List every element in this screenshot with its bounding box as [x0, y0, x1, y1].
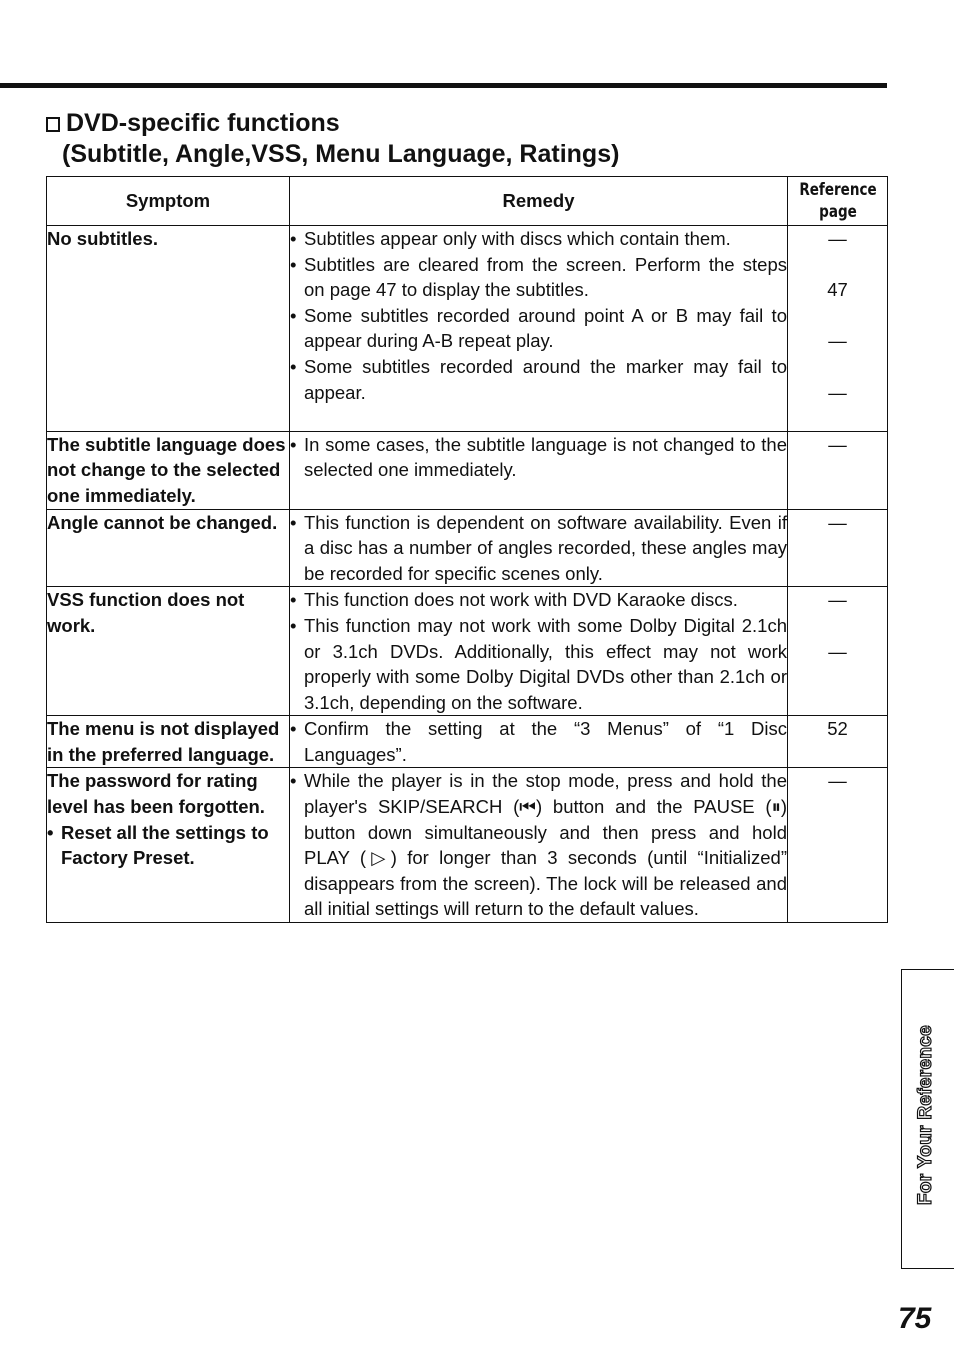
header-symptom: Symptom: [47, 177, 290, 226]
reference-page: —: [828, 511, 847, 533]
remedy-cell: [290, 716, 788, 768]
reference-page: 52: [827, 718, 848, 740]
reference-page: 47: [827, 279, 848, 301]
bullet-icon: •: [290, 718, 297, 740]
symptom-cell: No subtitles.: [47, 226, 290, 432]
remedy-item: • This function may not work with some Dolby Digital 2.1ch or 3.1ch DVDs. Additionally, this effect may not work properly with some Dolby Digital DVDs other than 2.1ch or 3.1ch, depending on the software.: [290, 613, 787, 715]
reference-page: —: [828, 433, 847, 455]
table-row: [47, 431, 888, 509]
reference-page: —: [828, 330, 847, 352]
bullet-icon: •: [290, 304, 297, 326]
reference-page: —: [828, 228, 847, 249]
heading-line-1: DVD-specific functions: [66, 109, 340, 137]
table-row: [47, 716, 888, 768]
reference-page: —: [828, 589, 847, 611]
symptom-cell: The menu is not displayed in the preferred language.: [47, 716, 290, 768]
table-row: [47, 587, 888, 716]
remedy-item: • This function is dependent on software availability. Even if a disc has a number of angles recorded, these angles may be recorded for specific scenes only.: [290, 510, 787, 587]
reference-cell: [788, 768, 888, 923]
symptom-cell: The subtitle language does not change to the selected one immediately.: [47, 431, 290, 509]
symptom-text: The password for rating level has been forgotten.: [47, 770, 265, 818]
remedy-item: • In some cases, the subtitle language is not changed to the selected one immediately.: [290, 432, 787, 483]
remedy-item: • Confirm the setting at the “3 Menus” of “1 Disc Languages”.: [290, 716, 787, 767]
header-remedy: Remedy: [290, 177, 788, 226]
table-header-row: [47, 177, 888, 226]
remedy-cell: [290, 768, 788, 923]
table-row: [47, 509, 888, 587]
remedy-cell: [290, 431, 788, 509]
section-heading: [46, 108, 619, 170]
table-row: [47, 768, 888, 923]
reference-page: —: [828, 381, 847, 403]
bullet-icon: •: [47, 821, 54, 843]
table-row: [47, 226, 888, 432]
bullet-icon: •: [290, 228, 297, 249]
bullet-icon: •: [290, 614, 297, 636]
bullet-icon: •: [290, 253, 297, 275]
page-number: 75: [898, 1302, 932, 1335]
reference-cell: [788, 431, 888, 509]
remedy-item: • Subtitles appear only with discs which contain them.: [290, 226, 787, 252]
bullet-icon: •: [290, 511, 297, 533]
symptom-cell: VSS function does not work.: [47, 587, 290, 716]
remedy-item: • Subtitles are cleared from the screen. Perform the steps on page 47 to display the subtitles.: [290, 252, 787, 303]
bullet-icon: •: [290, 355, 297, 377]
symptom-cell: [47, 768, 290, 923]
remedy-item: • This function does not work with DVD Karaoke discs.: [290, 587, 787, 613]
bullet-icon: •: [290, 770, 297, 792]
reference-cell: [788, 716, 888, 768]
reference-cell: [788, 587, 888, 716]
symptom-cell: Angle cannot be changed.: [47, 509, 290, 587]
top-rule: [0, 83, 887, 88]
remedy-item: • While the player is in the stop mode, press and hold the player's SKIP/SEARCH (⏮) button and the PAUSE (⏸) button down simultaneously and then press and hold PLAY (▷) for longer than 3 seconds (until “Initialized” disappears from the screen). The lock will be released and all initial settings will return to the default values.: [290, 768, 787, 922]
reference-cell: [788, 509, 888, 587]
remedy-cell: [290, 587, 788, 716]
remedy-item: • Some subtitles recorded around the marker may fail to appear.: [290, 354, 787, 405]
troubleshooting-table: [46, 176, 888, 923]
reference-page: —: [828, 770, 847, 792]
side-tab-label: For Your Reference: [915, 1025, 936, 1205]
header-reference-page: Reference page: [797, 177, 879, 226]
bullet-icon: •: [290, 589, 297, 611]
bullet-icon: •: [290, 433, 297, 455]
checkbox-square-icon: [46, 117, 60, 132]
reference-cell: [788, 226, 888, 432]
symptom-subitem: • Reset all the settings to Factory Preset.: [47, 820, 289, 871]
remedy-cell: [290, 509, 788, 587]
heading-line-2: (Subtitle, Angle,VSS, Menu Language, Ratings): [62, 140, 620, 168]
reference-page: —: [828, 640, 847, 662]
remedy-cell: [290, 226, 788, 432]
remedy-item: • Some subtitles recorded around point A or B may fail to appear during A-B repeat play.: [290, 303, 787, 354]
